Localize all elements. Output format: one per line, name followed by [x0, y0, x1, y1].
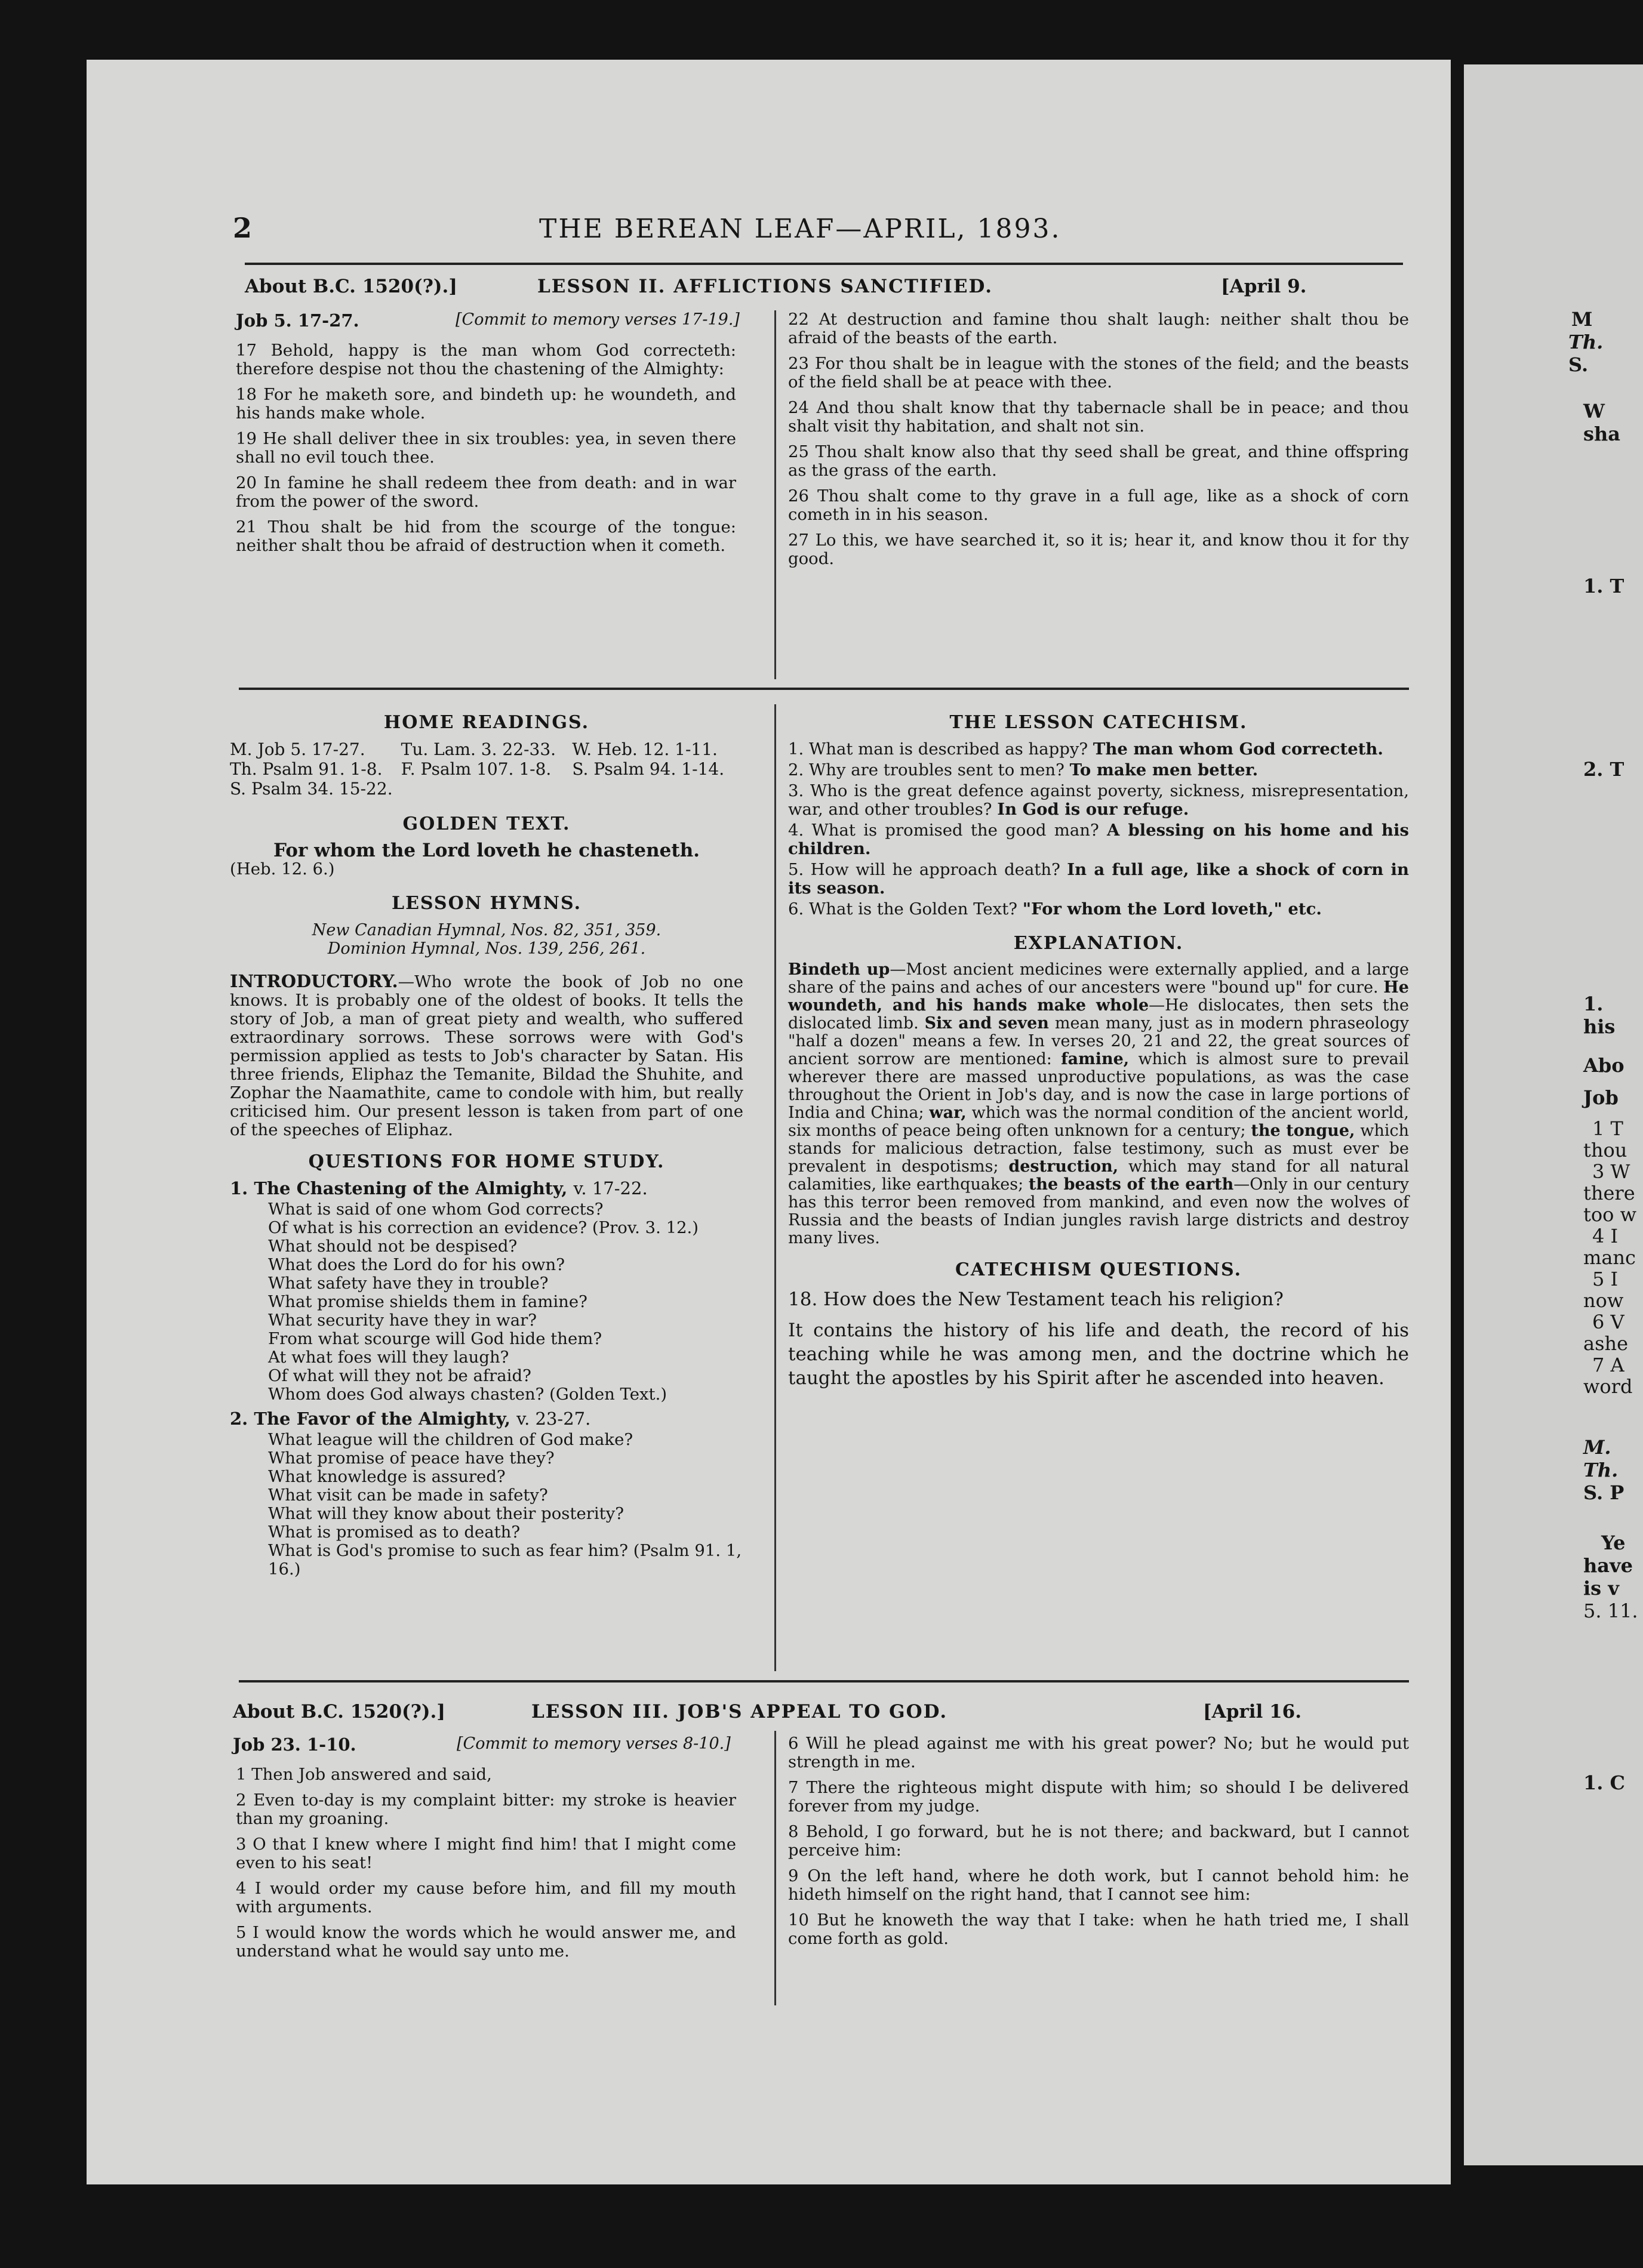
fragment: is v	[1583, 1577, 1619, 1600]
catechism-question: 4. What is promised the good man?	[788, 821, 1099, 840]
verse: 27 Lo this, we have searched it, so it is; hear it, and know thou it for thy good.	[788, 531, 1409, 568]
fragment: Job	[1583, 1086, 1619, 1109]
catechism-answer: To make men better.	[1069, 760, 1259, 779]
fragment: Abo	[1583, 1054, 1624, 1077]
explanation-term: Bindeth up	[788, 960, 890, 979]
explanation-body: mean many, just as in modern phraseology "half a dozen" means a few. In verses 20, 21 and 22, the great sources of ancient sorrow are mentioned:	[788, 1014, 1409, 1068]
reading-item: S. Psalm 34. 15-22.	[230, 779, 393, 799]
catechism-answer: A blessing on his home and his children.	[788, 821, 1409, 858]
fragment: Ye	[1601, 1531, 1626, 1554]
next-page-edge	[1464, 64, 1643, 2165]
lesson3-date-note: About B.C. 1520(?).]	[233, 1701, 446, 1722]
fragment: 6 V	[1592, 1311, 1624, 1333]
lesson2-title: LESSON II. AFFLICTIONS SANCTIFIED.	[537, 276, 993, 297]
question: What is promised as to death?	[268, 1523, 521, 1542]
lesson2-verses-right	[788, 310, 1409, 575]
lesson3-verses-left	[236, 1765, 736, 1968]
question: What promise shields them in famine?	[268, 1292, 587, 1311]
fragment: S. P	[1583, 1481, 1624, 1504]
verse: 22 At destruction and famine thou shalt laugh: neither shalt thou be afraid of the beasts of the earth.	[788, 310, 1409, 347]
column-divider	[774, 1731, 776, 2005]
right-column	[788, 713, 1409, 1397]
catechism-item	[788, 782, 1409, 819]
fragment: 4 I	[1592, 1225, 1619, 1247]
column-divider	[774, 310, 776, 679]
fragment: 7 A	[1592, 1354, 1624, 1376]
introductory-text: —Who wrote the book of Job no one knows. It is probably one of the oldest of books. It tells the story of Job, a man of great piety and wealth, who suffered extraordinary sorrows. These sorrows were with God's permission applied as tests to Job's character by Satan. His three friends, Eliphaz the Temanite, Bildad the Shuhite, and Zophar the Naamathite, came to condole with him, but really criticised him. Our present lesson is taken from part of one of the speeches of Eliphaz.	[230, 972, 743, 1139]
explanation-body: which stands for malicious detraction, false testimony, such as must ever be prevalent in despotisms;	[788, 1121, 1409, 1176]
question: Whom does God always chasten? (Golden Text.)	[268, 1385, 667, 1404]
fragment: 3 W	[1592, 1160, 1630, 1183]
fragment: 1.	[1583, 993, 1604, 1015]
reading-item: S. Psalm 94. 1-14.	[572, 759, 725, 779]
question: What is said of one whom God corrects?	[268, 1200, 604, 1219]
lesson2-date-note: About B.C. 1520(?).]	[245, 276, 458, 297]
catechism-item	[788, 740, 1409, 759]
explanation-term: war,	[929, 1104, 967, 1122]
verse: 26 Thou shalt come to thy grave in a full age, like as a shock of corn cometh in in his season.	[788, 486, 1409, 524]
page	[87, 60, 1451, 2184]
fragment: ashe	[1583, 1332, 1629, 1355]
question: What promise of peace have they?	[268, 1449, 555, 1468]
part-heading: 1. The Chastening of the Almighty,	[230, 1178, 568, 1198]
lesson2-reference: Job 5. 17-27.	[236, 310, 359, 331]
question: From what scourge will God hide them?	[268, 1329, 602, 1348]
explanation-body: —Only in our century has this terror been removed from mankind, and even now the wolves of Russia and the beasts of Indian jungles ravish large districts and destroy many lives.	[788, 1175, 1409, 1247]
catechism-questions-title: CATECHISM QUESTIONS.	[955, 1259, 1242, 1280]
reading-item: Tu. Lam. 3. 22-33.	[401, 739, 556, 759]
question: Of what is his correction an evidence? (Prov. 3. 12.)	[268, 1218, 699, 1237]
fragment: 1. C	[1583, 1771, 1626, 1794]
fragment: now	[1583, 1289, 1624, 1312]
home-readings-list	[230, 740, 743, 798]
fragment: there	[1583, 1182, 1635, 1204]
lesson3-title: LESSON III. JOB'S APPEAL TO GOD.	[531, 1701, 948, 1722]
explanation-term: the beasts of the earth	[1028, 1175, 1234, 1194]
question: What knowledge is assured?	[268, 1467, 506, 1486]
fragment: too w	[1583, 1203, 1636, 1226]
verse: 8 Behold, I go forward, but he is not there; and backward, but I cannot perceive him:	[788, 1822, 1409, 1860]
explanation-term: destruction,	[1008, 1157, 1119, 1176]
fragment: M.	[1583, 1436, 1611, 1459]
catechism-answer: In God is our refuge.	[997, 800, 1189, 819]
lesson2-date: [April 9.	[1221, 276, 1307, 297]
lesson2-memory: [Commit to memory verses 17-19.]	[456, 310, 740, 329]
catechism-list	[788, 740, 1409, 919]
fragment: sha	[1583, 423, 1621, 445]
verse: 1 Then Job answered and said,	[236, 1765, 492, 1784]
catechism-answer: In a full age, like a shock of corn in its season.	[788, 860, 1409, 898]
lesson3-verses-right	[788, 1734, 1409, 1955]
fragment: Th.	[1568, 331, 1604, 353]
page-number: 2	[233, 212, 253, 244]
fragment: 5. 11.	[1583, 1600, 1638, 1622]
verse: 5 I would know the words which he would answer me, and understand what he would say unto me.	[236, 1923, 736, 1961]
verse: 17 Behold, happy is the man whom God correcteth: therefore despise not thou the chastening of the Almighty:	[236, 341, 736, 378]
rule	[239, 688, 1409, 690]
catechism-question-text: 18. How does the New Testament teach his religion?	[788, 1289, 1284, 1310]
question: What security have they in war?	[268, 1311, 537, 1330]
fragment: thou	[1583, 1139, 1627, 1161]
fragment: M	[1571, 308, 1593, 331]
lesson3-date: [April 16.	[1203, 1701, 1302, 1722]
verse: 20 In famine he shall redeem thee from death: and in war from the power of the sword.	[236, 473, 736, 511]
catechism-answer: "For whom the Lord loveth," etc.	[1022, 899, 1322, 919]
verse: 9 On the left hand, where he doth work, but I cannot behold him: he hideth himself on the right hand, that I cannot see him:	[788, 1866, 1409, 1904]
verse: 25 Thou shalt know also that thy seed shall be great, and thine offspring as the grass of the earth.	[788, 442, 1409, 480]
fragment: 1. T	[1583, 575, 1624, 597]
question: What league will the children of God make?	[268, 1430, 633, 1449]
catechism-question: 1. What man is described as happy?	[788, 739, 1088, 759]
reading-item: Th. Psalm 91. 1-8.	[230, 759, 383, 779]
introductory	[230, 972, 743, 1139]
fragment: manc	[1583, 1246, 1636, 1269]
verse: 19 He shall deliver thee in six troubles: yea, in seven there shall no evil touch thee.	[236, 429, 736, 467]
part-heading: 2. The Favor of the Almighty,	[230, 1409, 511, 1429]
verse: 18 For he maketh sore, and bindeth up: he woundeth, and his hands make whole.	[236, 385, 736, 423]
catechism-item	[788, 821, 1409, 858]
lesson3-memory: [Commit to memory verses 8-10.]	[457, 1734, 731, 1753]
catechism-answer-text: It contains the history of his life and death, the record of his teaching while he was among men, and the doctrine which he taught the apostles by his Spirit after he ascended into heaven.	[788, 1320, 1409, 1389]
verse: 6 Will he plead against me with his great power? No; but he would put strength in me.	[788, 1734, 1409, 1771]
running-head: THE BEREAN LEAF—APRIL, 1893.	[539, 214, 1062, 244]
verse: 10 But he knoweth the way that I take: when he hath tried me, I shall come forth as gold.	[788, 1910, 1409, 1948]
fragment: Th.	[1583, 1459, 1619, 1481]
catechism-item	[788, 861, 1409, 898]
questions-part1-heading	[230, 1179, 743, 1198]
lesson2-verses-left	[236, 341, 736, 562]
reading-item: F. Psalm 107. 1-8.	[401, 759, 552, 779]
explanation-body: —He dislocates, then sets the dislocated limb.	[788, 996, 1410, 1033]
hymnal-line: New Canadian Hymnal, Nos. 82, 351, 359.	[312, 921, 661, 939]
question: What is God's promise to such as fear him? (Psalm 91. 1, 16.)	[268, 1541, 742, 1579]
explanation-body: —Most ancient medicines were externally applied, and a large share of the pains and aches of our ancesters were "bound up" for cure.	[788, 960, 1410, 997]
introductory-label: INTRODUCTORY.	[230, 971, 398, 991]
fragment: W	[1583, 400, 1605, 423]
golden-text-ref: (Heb. 12. 6.)	[230, 859, 335, 879]
fragment: his	[1583, 1015, 1616, 1038]
rule	[245, 263, 1403, 265]
questions-part2-heading	[230, 1410, 743, 1428]
questions-part2	[268, 1431, 743, 1579]
explanation-term: famine,	[1061, 1050, 1130, 1068]
verse: 24 And thou shalt know that thy tabernacle shall be in peace; and thou shalt visit thy habitation, and shalt not sin.	[788, 398, 1409, 436]
home-readings-title: HOME READINGS.	[383, 712, 590, 733]
fragment: 2. T	[1583, 758, 1624, 781]
catechism-question: 3. Who is the great defence against poverty, sickness, misrepresentation, war, and other troubles?	[788, 781, 1409, 819]
explanation-title: EXPLANATION.	[1013, 933, 1184, 954]
fragment: 5 I	[1592, 1268, 1619, 1290]
golden-text: For whom the Lord loveth he chasteneth.	[273, 840, 700, 861]
explanation-term: Six and seven	[924, 1014, 1049, 1033]
catechism-item	[788, 900, 1409, 919]
left-column	[230, 713, 743, 1579]
golden-text-title: GOLDEN TEXT.	[402, 813, 571, 834]
explanation-term: He woundeth, and his hands make whole	[788, 978, 1409, 1015]
questions-title: QUESTIONS FOR HOME STUDY.	[308, 1151, 665, 1172]
verse: 21 Thou shalt be hid from the scourge of the tongue: neither shalt thou be afraid of destruction when it cometh.	[236, 517, 736, 555]
explanation-term: the tongue,	[1251, 1121, 1355, 1140]
verse: 3 O that I knew where I might find him! that I might come even to his seat!	[236, 1835, 736, 1872]
column-divider	[774, 704, 776, 1671]
catechism-answer: The man whom God correcteth.	[1093, 739, 1383, 759]
catechism-question: 5. How will he approach death?	[788, 860, 1060, 879]
verse: 2 Even to-day is my complaint bitter: my stroke is heavier than my groaning.	[236, 1791, 736, 1828]
lesson-hymns-title: LESSON HYMNS.	[391, 893, 582, 914]
verse: 4 I would order my cause before him, and fill my mouth with arguments.	[236, 1879, 736, 1916]
question: What visit can be made in safety?	[268, 1486, 548, 1505]
explanation-body: which was the normal condition of the ancient world, six months of peace being often unknown for a century;	[788, 1104, 1409, 1140]
question: At what foes will they laugh?	[268, 1348, 509, 1367]
catechism-item	[788, 761, 1409, 779]
catechism-title: THE LESSON CATECHISM.	[949, 712, 1248, 733]
explanation-text	[788, 961, 1409, 1247]
catechism-question: 2. Why are troubles sent to men?	[788, 760, 1064, 779]
part-ref: v. 23-27.	[516, 1409, 591, 1429]
catechism-question: 6. What is the Golden Text?	[788, 899, 1018, 919]
fragment: 1 T	[1592, 1117, 1623, 1140]
lesson3-reference: Job 23. 1-10.	[233, 1734, 356, 1755]
question: What should not be despised?	[268, 1237, 518, 1256]
explanation-body: which may stand for all natural calamities, like earthquakes;	[788, 1157, 1409, 1194]
rule	[239, 1680, 1409, 1682]
question: What does the Lord do for his own?	[268, 1255, 565, 1274]
fragment: S.	[1568, 353, 1589, 376]
question: What safety have they in trouble?	[268, 1274, 549, 1293]
hymnal-line: Dominion Hymnal, Nos. 139, 256, 261.	[327, 939, 646, 958]
verse: 23 For thou shalt be in league with the stones of the field; and the beasts of the field shall be at peace with thee.	[788, 354, 1409, 392]
explanation-body: which is almost sure to prevail wherever there are massed unproductive populations, as was the case throughout the Orient in Job's day, and is now the case in large portions of India and China;	[788, 1050, 1409, 1122]
reading-item: M. Job 5. 17-27.	[230, 739, 365, 759]
fragment: have	[1583, 1554, 1633, 1577]
verse: 7 There the righteous might dispute with him; so should I be delivered forever from my judge.	[788, 1778, 1409, 1816]
questions-part1	[268, 1200, 743, 1404]
question: Of what will they not be afraid?	[268, 1366, 531, 1385]
fragment: word	[1583, 1375, 1633, 1398]
reading-item: W. Heb. 12. 1-11.	[572, 739, 718, 759]
part-ref: v. 17-22.	[573, 1178, 648, 1198]
question: What will they know about their posterity?	[268, 1504, 624, 1523]
